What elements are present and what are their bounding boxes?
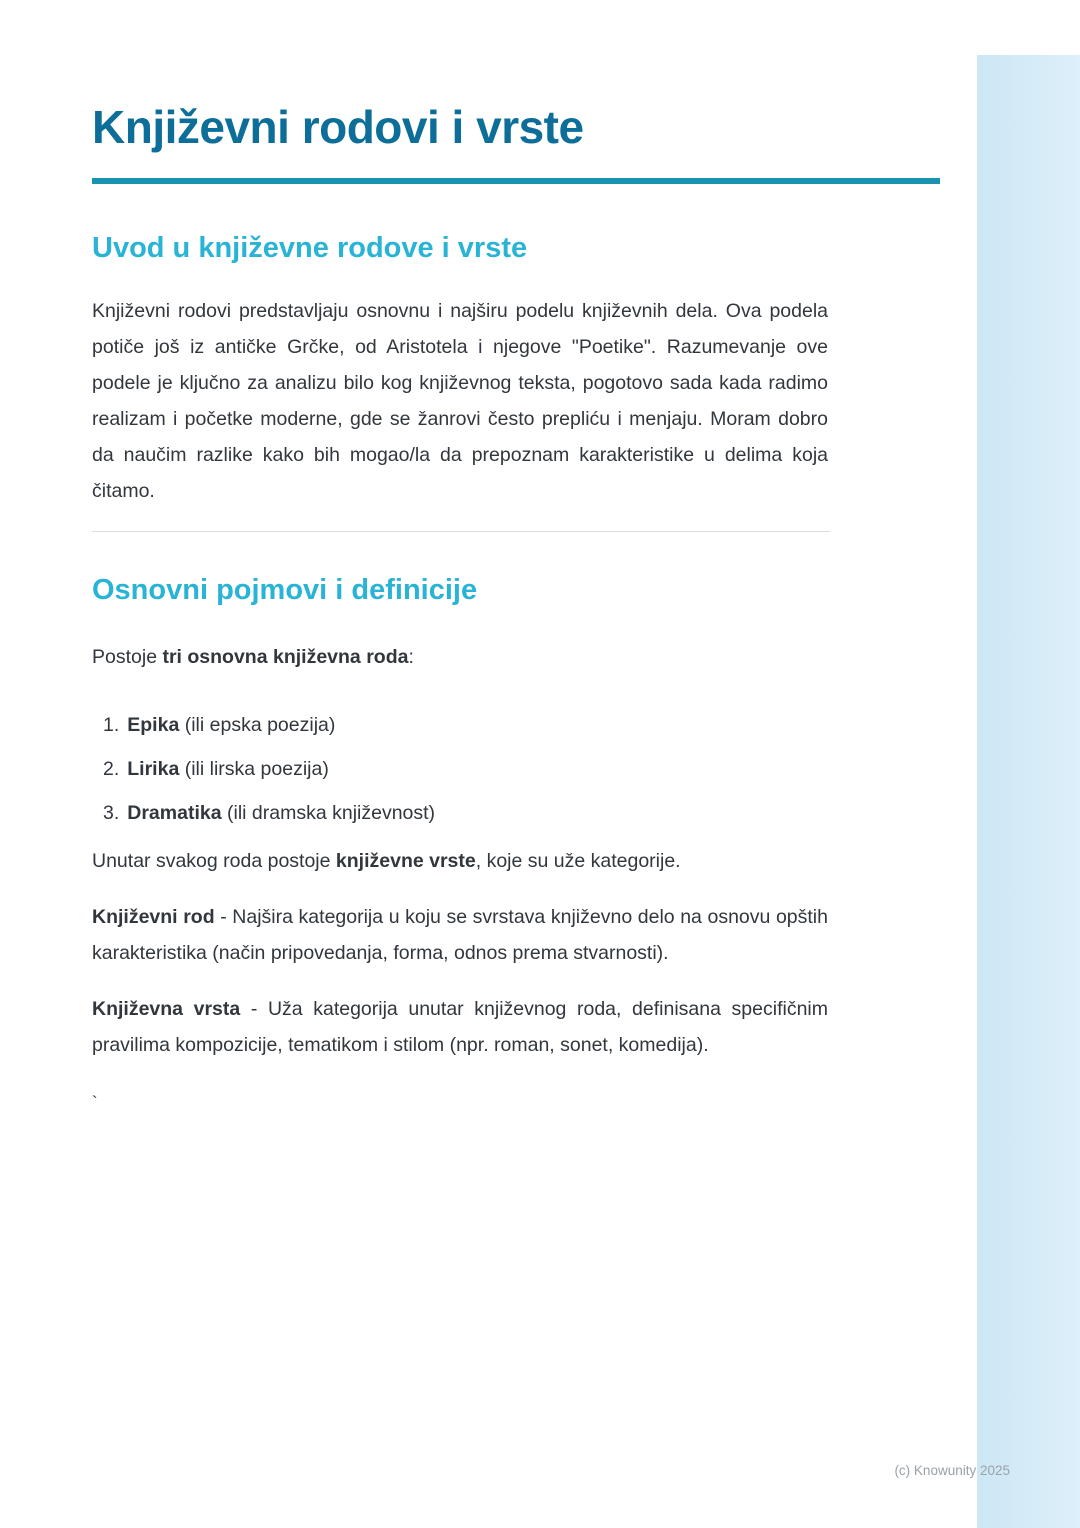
list-item-term: Epika [127,714,180,736]
title-underline [92,178,940,184]
side-accent-strip [977,55,1080,1528]
section-heading-osnovni: Osnovni pojmovi i definicije [92,574,478,606]
list-item-term: Lirika [127,758,180,780]
page-title: Književni rodovi i vrste [92,101,584,153]
vrste-prefix: Unutar svakog roda postoje [92,850,336,872]
list-item-number: 2. [103,758,120,780]
list-item-term: Dramatika [127,802,222,824]
lead-suffix: : [408,646,414,668]
list-item-number: 1. [103,714,120,736]
document-content [92,0,940,1113]
lead-sentence [92,639,828,675]
list-item-desc: (ili dramska književnost) [221,802,436,824]
definition-knjizevna-vrsta [92,991,828,1063]
intro-paragraph: Književni rodovi predstavljaju osnovnu i najširu podelu književnih dela. Ova podela potiče još iz antičke Grčke, od Aristotela i njegove "Poetike". Razumevanje ove podele je ključno za analizu bilo kog književnog teksta, pogotovo sada kada radimo realizam i početke moderne, gde se žanrovi često prepliću i menjaju. Moram dobro da naučim razlike kako bih mogao/la da prepoznam karakteristike u delima koja čitamo. [92,300,828,502]
lead-bold-term: tri osnovna književna roda [162,646,409,668]
definition-term: Književni rod [92,906,215,928]
vrste-suffix: , koje su uže kategorije. [475,850,681,872]
stray-backtick: ` [92,1093,98,1112]
list-item-number: 3. [103,802,120,824]
list-item-desc: (ili lirska poezija) [179,758,329,780]
lead-prefix: Postoje [92,646,163,668]
section-heading-uvod: Uvod u književne rodove i vrste [92,232,528,264]
ordered-list [92,707,940,831]
copyright-footer: (c) Knowunity 2025 [894,1463,1010,1478]
section-divider [92,531,830,532]
list-item [103,707,940,743]
vrste-sentence [92,843,828,879]
definition-knjizevni-rod [92,899,828,971]
definition-term: Književna vrsta [92,998,241,1020]
definition-text: - Uža kategorija unutar književnog roda, definisana specifičnim pravilima kompozicije, tematikom i stilom (npr. roman, sonet, komedija). [92,998,828,1056]
list-item [103,751,940,787]
definition-text: - Najšira kategorija u koju se svrstava književno delo na osnovu opštih karakteristika (način pripovedanja, forma, odnos prema stvarnosti). [92,906,828,964]
vrste-bold-term: književne vrste [335,850,476,872]
list-item [103,795,940,831]
list-item-desc: (ili epska poezija) [179,714,336,736]
